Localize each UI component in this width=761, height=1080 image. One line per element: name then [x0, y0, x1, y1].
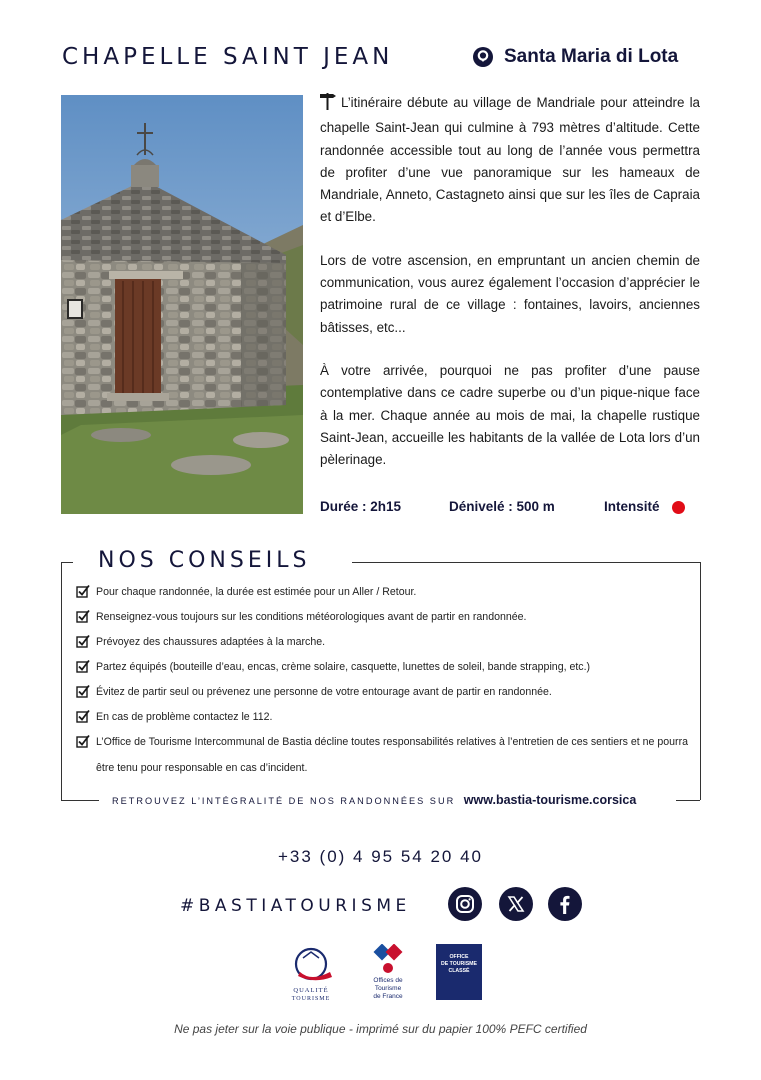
page-title: CHAPELLE SAINT JEAN	[62, 44, 394, 70]
tip-item	[76, 736, 691, 781]
website-link[interactable]: www.bastia-tourisme.corsica	[463, 793, 637, 807]
offices-line-3: de France	[373, 993, 403, 1000]
classe-line-1: OFFICE	[449, 954, 469, 960]
location-name: Santa Maria di Lota	[504, 46, 679, 67]
tip-item	[76, 711, 691, 731]
hike-stats	[320, 499, 700, 519]
description-paragraph-3: À votre arrivée, pourquoi ne pas profiter d’une pause contemplative dans ce cadre superbe ou d’un pique-nique face à la mer. Chaque année au mois de mai, la chapelle rustique Saint-Jean, accueille les habitants de la vallée de Lota lors d’un pèlerinage.	[320, 362, 700, 468]
classe-line-2: DE TOURISME	[441, 961, 477, 967]
tip-text: Partez équipés (bouteille d’eau, encas, crème solaire, casquette, lunettes de soleil, bande strapping, etc.)	[96, 661, 591, 673]
facebook-icon[interactable]	[548, 887, 582, 921]
tip-text: L’Office de Tourisme Intercommunal de Bastia décline toutes responsabilités relatives à l’entretien de ces sentiers et ne pourra être tenu pour responsable en cas d’incident.	[96, 736, 689, 774]
tip-text: Pour chaque randonnée, la durée est estimée pour un Aller / Retour.	[96, 586, 417, 598]
instagram-icon[interactable]	[448, 887, 482, 921]
description	[320, 92, 700, 492]
location	[472, 46, 678, 68]
hikes-footer	[112, 793, 670, 807]
checkbox-checked-icon	[76, 709, 90, 726]
tip-text: En cas de problème contactez le 112.	[96, 711, 273, 723]
tip-item	[76, 586, 691, 606]
checkbox-checked-icon	[76, 734, 90, 751]
x-icon[interactable]	[499, 887, 533, 921]
intensity-label: Intensité	[604, 499, 660, 514]
description-paragraph-1: L’itinéraire débute au village de Mandriale pour atteindre la chapelle Saint-Jean qui culmine à 793 mètres d’altitude. Cette randonnée accessible tout au long de l’année vous permettra de profiter d’une vue panoramique sur les hameaux de Mandriale, Anneto, Castagneto ainsi que sur les îles de Capraia et d’Elbe.	[320, 92, 700, 229]
tip-item	[76, 636, 691, 656]
checkbox-checked-icon	[76, 584, 90, 601]
signpost-icon	[320, 92, 336, 117]
tip-text: Évitez de partir seul ou prévenez une personne de votre entourage avant de partir en randonnée.	[96, 686, 552, 698]
offices-de-tourisme-logo	[370, 944, 406, 1002]
tips-border-top-left	[61, 562, 73, 563]
offices-line-1: Offices de	[373, 977, 403, 984]
checkbox-checked-icon	[76, 659, 90, 676]
qualite-text: QUALITÉ	[293, 987, 329, 994]
tips-border-bottom-right	[676, 800, 700, 801]
tip-item	[76, 686, 691, 706]
tip-text: Renseignez-vous toujours sur les conditions météorologiques avant de partir en randonnée.	[96, 611, 527, 623]
offices-line-2: Tourisme	[374, 985, 402, 992]
checkbox-checked-icon	[76, 609, 90, 626]
hashtag: #BASTIATOURISME	[180, 896, 411, 916]
tourisme-text: TOURISME	[291, 996, 331, 1002]
intensity-dot	[672, 501, 685, 514]
hikes-footer-text: RETROUVEZ L’INTÉGRALITÉ DE NOS RANDONNÉES SUR	[112, 796, 456, 806]
tips-border-bottom-left	[61, 800, 99, 801]
tip-text: Prévoyez des chaussures adaptées à la marche.	[96, 636, 326, 648]
tip-item	[76, 661, 691, 681]
location-pin-icon	[472, 46, 494, 68]
phone-number[interactable]: +33 (0) 4 95 54 20 40	[277, 847, 484, 866]
duration: Durée : 2h15	[320, 499, 402, 514]
tip-item	[76, 611, 691, 631]
elevation: Dénivelé : 500 m	[449, 499, 555, 514]
description-paragraph-2: Lors de votre ascension, en empruntant un ancien chemin de communication, vous aurez également l’occasion d’apprécier le patrimoine rural de ce village : fontaines, lavoirs, anciennes bâtisses, etc...	[320, 252, 700, 335]
bottom-note: Ne pas jeter sur la voie publique - imprimé sur du papier 100% PEFC certified	[174, 1022, 587, 1036]
checkbox-checked-icon	[76, 634, 90, 651]
checkbox-checked-icon	[76, 684, 90, 701]
office-tourisme-classe-logo	[436, 944, 482, 1000]
tips-title: NOS CONSEILS	[98, 548, 311, 573]
chapel-photo	[61, 95, 303, 514]
classe-line-3: CLASSÉ	[448, 968, 470, 974]
tips-border-top-right	[352, 562, 700, 563]
qualite-tourisme-logo	[286, 944, 336, 1002]
